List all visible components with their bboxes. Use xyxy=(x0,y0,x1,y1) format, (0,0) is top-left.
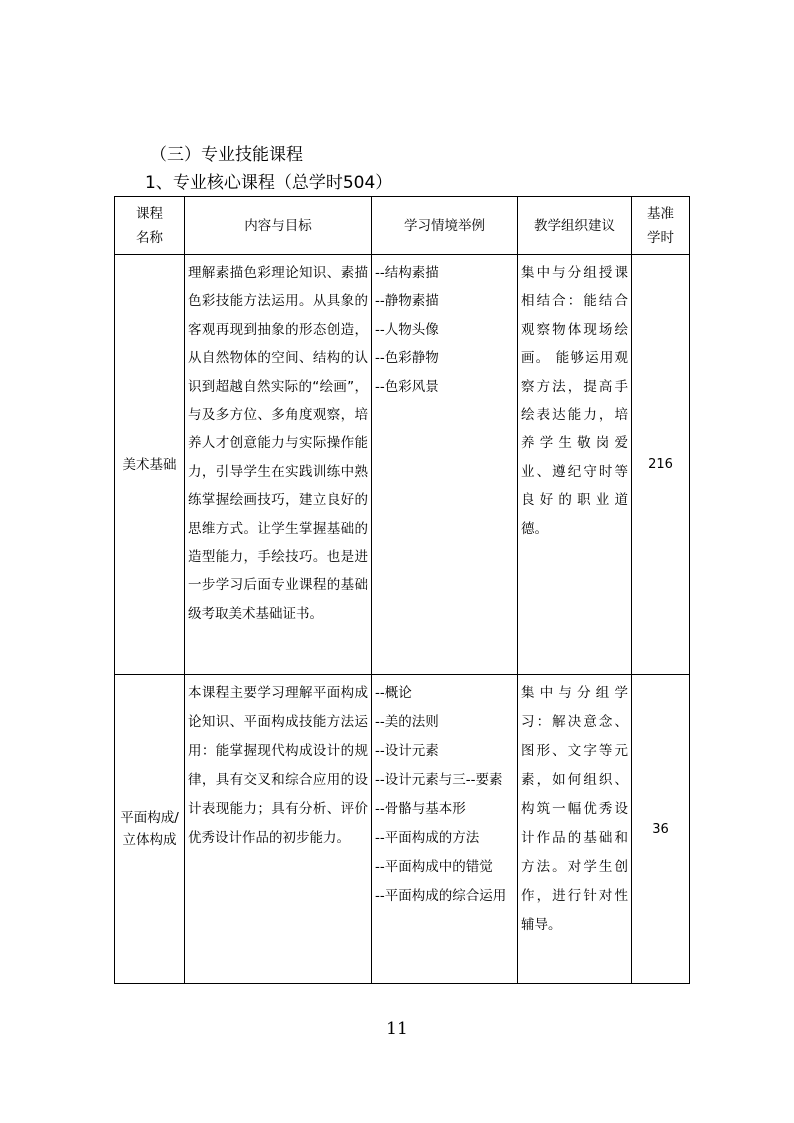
scenario-item: --美的法则 xyxy=(375,714,439,730)
scenario-item: --色彩静物 xyxy=(375,350,439,367)
course-name-cell: 平面构成/立体构成 xyxy=(115,675,185,984)
scenario-item: --静物素描 xyxy=(375,293,439,310)
hours-cell: 216 xyxy=(632,255,690,675)
page-number: 11 xyxy=(386,1019,408,1039)
scenarios-cell xyxy=(372,255,518,675)
content-goals-cell: 理解素描色彩理论知识、素描色彩技能方法运用。从具象的客观再现到抽象的形态创造，从自然物体的空间、结构的认识到超越自然实际的“绘画”，与及多方位、多角度观察，培养人才创意能力与实际操作能力，引导学生在实践训练中熟练掌握绘画技巧，建立良好的思维方式。让学生掌握基础的造型能力，手绘技巧。也是进一步学习后面专业课程的基础级考取美术基础证书。 xyxy=(185,255,372,675)
scenarios-cell xyxy=(372,675,518,984)
scenario-item: --色彩风景 xyxy=(375,378,439,395)
suggestions-cell: 集中与分组授课相结合：能结合观察物体现场绘画。 能够运用观察方法，提高手绘表达能力，培养学生敬岗爱业、遵纪守时等良好的职业道德。 xyxy=(518,255,632,675)
hours-cell: 36 xyxy=(632,675,690,984)
scenario-item: --概论 xyxy=(375,685,412,701)
scenario-item: --设计元素与三--要素 xyxy=(375,772,503,788)
scenario-item: --平面构成中的错觉 xyxy=(375,859,493,875)
header-scenarios: 学习情境举例 xyxy=(372,197,518,255)
suggestions-cell: 集中与分组学习：解决意念、图形、文字等元素，如何组织、构筑一幅优秀设计作品的基础和方法。对学生创作，进行针对性辅导。 xyxy=(518,675,632,984)
table-header-row xyxy=(115,197,690,255)
table-row xyxy=(115,255,690,675)
header-content-goals: 内容与目标 xyxy=(185,197,372,255)
header-hours: 基准学时 xyxy=(632,197,690,255)
scenario-item: --结构素描 xyxy=(375,265,439,281)
header-course-name: 课程名称 xyxy=(115,197,185,255)
scenario-item: --平面构成的综合运用 xyxy=(375,888,507,904)
content-goals-cell: 本课程主要学习理解平面构成论知识、平面构成技能方法运用：能掌握现代构成设计的规律，具有交叉和综合应用的设计表现能力；具有分析、评价优秀设计作品的初步能力。 xyxy=(185,675,372,984)
scenario-item: --平面构成的方法 xyxy=(375,830,480,846)
table-row xyxy=(115,675,690,984)
header-suggestions: 教学组织建议 xyxy=(518,197,632,255)
scenario-item: --人物头像 xyxy=(375,321,439,338)
scenario-item: --骨骼与基本形 xyxy=(375,801,466,817)
subsection-heading: 1、专业核心课程（总学时504） xyxy=(145,173,393,193)
section-heading: （三）专业技能课程 xyxy=(150,145,303,165)
scenario-item: --设计元素 xyxy=(375,743,439,759)
course-name-cell: 美术基础 xyxy=(115,255,185,675)
course-table xyxy=(114,196,690,984)
